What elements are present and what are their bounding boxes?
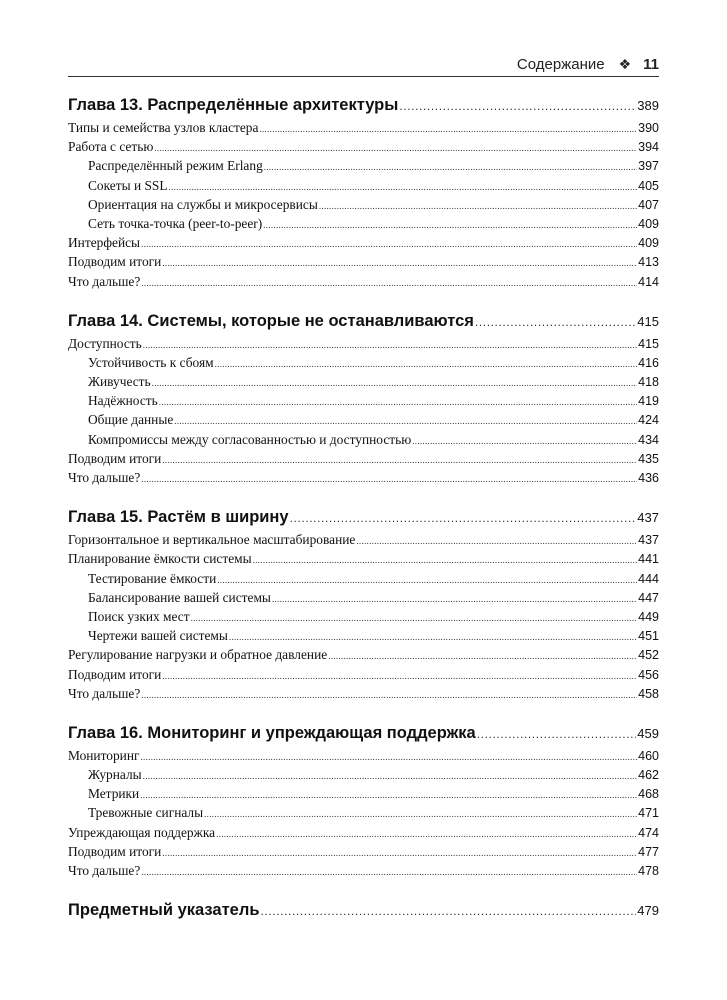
toc-entry[interactable] (68, 137, 659, 156)
entry-page-number: 444 (638, 571, 659, 586)
entry-page-number: 456 (638, 667, 659, 682)
dot-leader (264, 158, 637, 177)
entry-title: Компромиссы между согласованностью и доступностью (88, 431, 412, 447)
dot-leader (259, 120, 637, 139)
entry-page-number: 452 (638, 648, 659, 663)
entry-page-number: 394 (638, 140, 659, 155)
entry-page-number: 416 (638, 355, 659, 370)
dot-leader (328, 647, 637, 666)
index-heading[interactable] (68, 899, 659, 921)
dot-leader (162, 667, 637, 686)
dot-leader (141, 274, 637, 293)
chapter-heading[interactable] (68, 94, 659, 116)
toc-entry[interactable] (68, 549, 659, 568)
entry-title: Глава 15. Растём в ширину (68, 508, 289, 527)
table-of-contents (68, 94, 659, 923)
entry-title: Предметный указатель (68, 901, 260, 920)
entry-title: Горизонтальное и вертикальное масштабирование (68, 532, 356, 548)
entry-title: Мониторинг (68, 747, 140, 763)
entry-title: Сокеты и SSL (88, 177, 168, 193)
entry-title: Распределённый режим Erlang (88, 158, 263, 174)
toc-entry[interactable] (68, 765, 659, 784)
entry-page-number: 459 (637, 725, 659, 741)
toc-entry[interactable] (68, 626, 659, 645)
toc-entry[interactable] (68, 252, 659, 271)
chapter-block (68, 722, 659, 880)
entry-page-number: 462 (638, 768, 659, 783)
entry-page-number: 390 (638, 121, 659, 135)
entry-page-number: 437 (637, 510, 659, 526)
entry-page-number: 414 (638, 274, 659, 289)
entry-page-number: 447 (638, 590, 659, 605)
toc-entry[interactable] (68, 784, 659, 803)
toc-entry[interactable] (68, 391, 659, 410)
entry-page-number: 415 (638, 336, 659, 351)
toc-entry[interactable] (68, 334, 659, 353)
entry-page-number: 424 (638, 413, 659, 428)
dot-leader (477, 723, 637, 745)
entry-title: Общие данные (88, 412, 174, 428)
toc-entry[interactable] (68, 233, 659, 252)
toc-entry[interactable] (68, 272, 659, 291)
running-header (68, 52, 659, 76)
chapter-heading[interactable] (68, 310, 659, 332)
entry-page-number: 468 (638, 787, 659, 802)
chapter-block (68, 94, 659, 291)
entry-page-number: 389 (637, 98, 659, 113)
dot-leader (162, 844, 637, 863)
entry-title: Балансирование вашей системы (88, 589, 271, 605)
toc-entry[interactable] (68, 372, 659, 391)
dot-leader (319, 197, 637, 216)
toc-entry[interactable] (68, 214, 659, 233)
entry-title: Живучесть (88, 374, 151, 390)
dot-leader (159, 393, 637, 412)
entry-title: Тестирование ёмкости (88, 570, 217, 586)
entry-title: Типы и семейства узлов кластера (68, 120, 259, 135)
entry-page-number: 436 (638, 471, 659, 485)
dot-leader (140, 786, 637, 805)
dot-leader (162, 451, 637, 470)
entry-page-number: 441 (638, 552, 659, 567)
entry-title: Метрики (88, 786, 140, 802)
entry-title: Глава 13. Распределённые архитектуры (68, 96, 399, 114)
toc-entry[interactable] (68, 607, 659, 626)
entry-title: Глава 16. Мониторинг и упреждающая поддержка (68, 723, 476, 742)
toc-entry[interactable] (68, 842, 659, 861)
dot-leader (217, 571, 637, 590)
dot-leader (263, 216, 637, 235)
page-number: 11 (643, 55, 659, 73)
entry-page-number: 397 (638, 159, 659, 174)
toc-entry[interactable] (68, 430, 659, 449)
entry-page-number: 409 (638, 216, 659, 231)
entry-page-number: 479 (637, 903, 659, 919)
entry-page-number: 458 (638, 686, 659, 701)
dot-leader (253, 551, 638, 570)
toc-entry[interactable] (68, 118, 659, 137)
entry-title: Упреждающая поддержка (68, 824, 216, 840)
entry-title: Интерфейсы (68, 235, 141, 251)
toc-entry[interactable] (68, 823, 659, 842)
dot-leader (475, 311, 636, 333)
entry-title: Чертежи вашей системы (88, 628, 228, 644)
entry-page-number: 437 (638, 533, 659, 548)
entry-page-number: 471 (638, 806, 659, 821)
dot-leader (216, 825, 637, 844)
entry-page-number: 474 (638, 825, 659, 840)
dot-leader (143, 336, 637, 355)
entry-page-number: 418 (638, 375, 659, 390)
entry-title: Подводим итоги (68, 254, 162, 270)
entry-title: Что дальше? (68, 685, 141, 701)
dot-leader (412, 432, 637, 451)
entry-title: Доступность (68, 335, 142, 351)
toc-entry[interactable] (68, 156, 659, 175)
dot-leader (204, 805, 637, 824)
entry-title: Планирование ёмкости системы (68, 551, 252, 567)
dot-leader (290, 507, 637, 529)
entry-title: Надёжность (88, 393, 158, 409)
dot-leader (399, 95, 636, 117)
dot-leader (152, 374, 638, 393)
entry-page-number: 419 (638, 394, 659, 409)
dot-leader (141, 235, 637, 254)
entry-title: Подводим итоги (68, 450, 162, 466)
entry-title: Тревожные сигналы (88, 805, 204, 821)
toc-entry[interactable] (68, 588, 659, 607)
entry-page-number: 460 (638, 748, 659, 763)
entry-page-number: 478 (638, 864, 659, 878)
toc-entry[interactable] (68, 569, 659, 588)
toc-entry[interactable] (68, 684, 659, 703)
dot-leader (215, 355, 638, 374)
entry-title: Что дальше? (68, 470, 141, 485)
entry-page-number: 407 (638, 197, 659, 212)
entry-page-number: 435 (638, 451, 659, 466)
toc-entry[interactable] (68, 645, 659, 664)
dot-leader (260, 900, 636, 922)
entry-page-number: 449 (638, 609, 659, 624)
dot-leader (162, 254, 637, 273)
entry-title: Что дальше? (68, 863, 141, 878)
entry-title: Устойчивость к сбоям (88, 354, 214, 370)
toc-entry[interactable] (68, 195, 659, 214)
toc-entry[interactable] (68, 176, 659, 195)
header-rule (68, 76, 659, 77)
entry-title: Ориентация на службы и микросервисы (88, 196, 318, 212)
dot-leader (141, 470, 637, 489)
entry-title: Регулирование нагрузки и обратное давление (68, 647, 328, 663)
entry-page-number: 434 (638, 432, 659, 447)
dot-leader (141, 686, 637, 705)
chapter-heading[interactable] (68, 722, 659, 744)
entry-title: Что дальше? (68, 273, 141, 289)
toc-entry[interactable] (68, 665, 659, 684)
ornament-icon: ❖ (618, 55, 632, 72)
toc-entry[interactable] (68, 530, 659, 549)
section-title: Содержание (516, 55, 605, 73)
entry-page-number: 413 (638, 255, 659, 270)
chapter-block (68, 310, 659, 488)
entry-title: Поиск узких мест (88, 608, 190, 624)
dot-leader (356, 532, 637, 551)
toc-entry[interactable] (68, 353, 659, 372)
entry-title: Сеть точка-точка (peer-to-peer) (88, 215, 263, 231)
dot-leader (143, 767, 638, 786)
entry-title: Журналы (88, 767, 142, 783)
toc-entry[interactable] (68, 746, 659, 765)
dot-leader (141, 863, 637, 882)
dot-leader (141, 748, 638, 767)
toc-entry[interactable] (68, 449, 659, 468)
entry-page-number: 405 (638, 178, 659, 193)
entry-title: Работа с сетью (68, 139, 154, 155)
entry-page-number: 477 (638, 844, 659, 859)
chapter-block (68, 506, 659, 703)
toc-entry[interactable] (68, 803, 659, 822)
chapter-heading[interactable] (68, 506, 659, 528)
dot-leader (191, 609, 638, 628)
toc-entry[interactable] (68, 410, 659, 429)
entry-title: Глава 14. Системы, которые не останавливаются (68, 311, 474, 330)
toc-entry[interactable] (68, 861, 659, 880)
entry-page-number: 409 (638, 236, 659, 251)
entry-page-number: 415 (637, 313, 659, 329)
entry-title: Подводим итоги (68, 666, 162, 682)
dot-leader (272, 590, 637, 609)
entry-page-number: 451 (638, 629, 659, 644)
toc-entry[interactable] (68, 468, 659, 487)
entry-title: Подводим итоги (68, 843, 162, 859)
